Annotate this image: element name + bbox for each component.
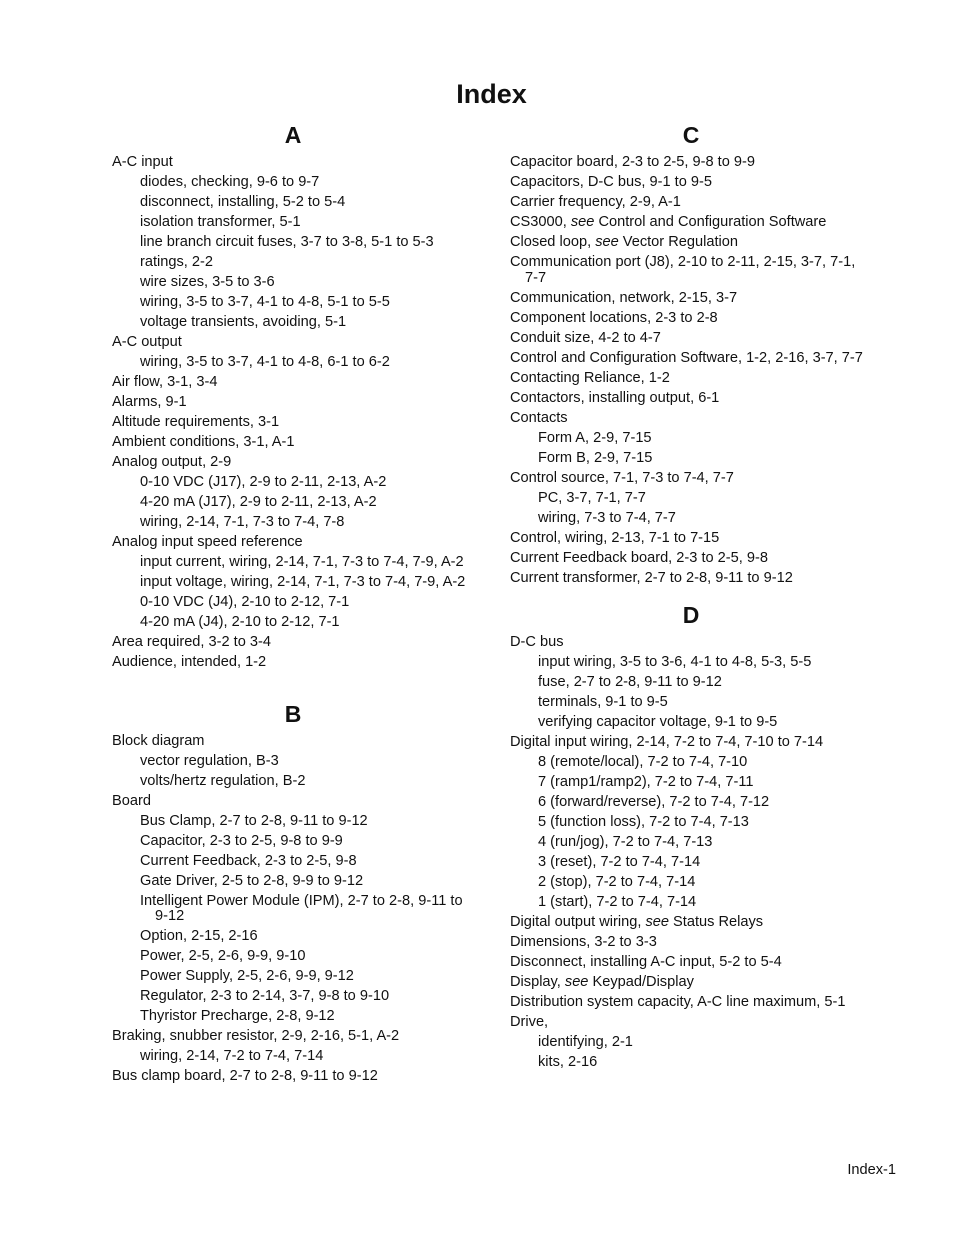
index-subentry: ratings, 2-2 — [140, 254, 214, 270]
index-subentry: Regulator, 2-3 to 2-14, 3-7, 9-8 to 9-10 — [140, 988, 390, 1004]
index-entry: Area required, 3-2 to 3-4 — [112, 634, 271, 650]
index-entry: Contactors, installing output, 6-1 — [510, 389, 720, 406]
index-entry: Contacting Reliance, 1-2 — [510, 369, 670, 386]
index-subentry: 1 (start), 7-2 to 7-4, 7-14 — [538, 894, 697, 910]
index-entry: Disconnect, installing A-C input, 5-2 to 5-4 — [510, 954, 782, 970]
section-letter: D — [682, 602, 700, 628]
index-entry — [510, 975, 872, 991]
index-entry — [510, 215, 872, 231]
index-entry-list — [112, 155, 474, 671]
index-subentry: 0-10 VDC (J4), 2-10 to 2-12, 7-1 — [140, 594, 350, 610]
index-entry: Control source, 7-1, 7-3 to 7-4, 7-7 — [510, 469, 734, 486]
index-subentry: voltage transients, avoiding, 5-1 — [140, 314, 347, 330]
index-column-right — [510, 119, 872, 1075]
index-subentry: Form B, 2-9, 7-15 — [538, 449, 653, 466]
index-subentry: 3 (reset), 7-2 to 7-4, 7-14 — [538, 854, 701, 870]
index-subentry: Thyristor Precharge, 2-8, 9-12 — [140, 1008, 335, 1024]
index-entry — [510, 915, 872, 931]
entry-term: Digital output wiring, — [510, 914, 646, 930]
index-entry: A-C output — [112, 334, 182, 350]
index-subentry: Power Supply, 2-5, 2-6, 9-9, 9-12 — [140, 968, 354, 984]
index-entry: Current transformer, 2-7 to 2-8, 9-11 to 9-12 — [510, 569, 793, 586]
index-subentry: Intelligent Power Module (IPM), 2-7 to 2-8, 9-11 to 9-12 — [140, 892, 463, 924]
page-number: Index-1 — [847, 1162, 896, 1178]
page-title: Index — [456, 79, 527, 109]
section-letter: C — [682, 122, 700, 148]
index-entry: Communication, network, 2-15, 3-7 — [510, 289, 738, 306]
section-letter: B — [284, 700, 302, 727]
index-entry: A-C input — [112, 154, 173, 170]
index-subentry: line branch circuit fuses, 3-7 to 3-8, 5-1 to 5-3 — [140, 234, 434, 250]
index-subentry: fuse, 2-7 to 2-8, 9-11 to 9-12 — [538, 674, 722, 690]
index-subentry: Form A, 2-9, 7-15 — [538, 429, 652, 446]
index-subentry: terminals, 9-1 to 9-5 — [538, 694, 668, 710]
entry-term: CS3000, — [510, 214, 571, 230]
index-subentry: isolation transformer, 5-1 — [140, 214, 301, 230]
index-entry: Communication port (J8), 2-10 to 2-11, 2-15, 3-7, 7-1, 7-7 — [510, 254, 856, 286]
index-section-b — [112, 698, 474, 1085]
index-subentry: 4-20 mA (J17), 2-9 to 2-11, 2-13, A-2 — [140, 494, 377, 510]
see-reference: see — [595, 234, 619, 250]
index-subentry: input voltage, wiring, 2-14, 7-1, 7-3 to 7-4, 7-9, A-2 — [140, 574, 466, 590]
index-entry: Dimensions, 3-2 to 3-3 — [510, 934, 657, 950]
index-subentry: Capacitor, 2-3 to 2-5, 9-8 to 9-9 — [140, 832, 343, 849]
index-subentry: verifying capacitor voltage, 9-1 to 9-5 — [538, 714, 778, 730]
index-entry: Board — [112, 792, 151, 809]
index-subentry: input current, wiring, 2-14, 7-1, 7-3 to 7-4, 7-9, A-2 — [140, 554, 464, 570]
index-subentry: 4-20 mA (J4), 2-10 to 2-12, 7-1 — [140, 614, 340, 630]
index-subentry: wiring, 2-14, 7-2 to 7-4, 7-14 — [140, 1048, 324, 1064]
index-entry: Alarms, 9-1 — [112, 394, 187, 410]
see-target: Vector Regulation — [618, 234, 738, 250]
index-subentry: diodes, checking, 9-6 to 9-7 — [140, 174, 320, 190]
index-subentry: kits, 2-16 — [538, 1054, 598, 1070]
index-entry: Analog output, 2-9 — [112, 454, 232, 470]
index-entry — [510, 235, 872, 251]
see-target: Keypad/Display — [588, 974, 694, 990]
index-section-c — [510, 119, 872, 586]
index-entry-list — [510, 635, 872, 1071]
index-entry: Distribution system capacity, A-C line maximum, 5-1 — [510, 994, 846, 1010]
index-subentry: 5 (function loss), 7-2 to 7-4, 7-13 — [538, 814, 749, 830]
index-section-d — [510, 599, 872, 1071]
index-entry: Contacts — [510, 409, 568, 426]
index-subentry: PC, 3-7, 7-1, 7-7 — [538, 489, 646, 506]
index-entry: Component locations, 2-3 to 2-8 — [510, 309, 718, 326]
entry-term: Closed loop, — [510, 234, 596, 250]
index-entry: Ambient conditions, 3-1, A-1 — [112, 434, 295, 450]
index-subentry: Power, 2-5, 2-6, 9-9, 9-10 — [140, 948, 306, 964]
index-entry: Audience, intended, 1-2 — [112, 654, 267, 670]
index-subentry: disconnect, installing, 5-2 to 5-4 — [140, 194, 346, 210]
index-subentry: Gate Driver, 2-5 to 2-8, 9-9 to 9-12 — [140, 872, 364, 889]
index-entry: Altitude requirements, 3-1 — [112, 414, 280, 430]
index-entry: Control, wiring, 2-13, 7-1 to 7-15 — [510, 529, 720, 546]
index-subentry: 4 (run/jog), 7-2 to 7-4, 7-13 — [538, 834, 713, 850]
index-entry: Capacitors, D-C bus, 9-1 to 9-5 — [510, 174, 712, 190]
index-entry: Block diagram — [112, 732, 205, 749]
index-subentry: wiring, 7-3 to 7-4, 7-7 — [538, 509, 676, 526]
index-subentry: 8 (remote/local), 7-2 to 7-4, 7-10 — [538, 754, 748, 770]
index-entry: Carrier frequency, 2-9, A-1 — [510, 194, 681, 210]
index-entry: Bus clamp board, 2-7 to 2-8, 9-11 to 9-12 — [112, 1068, 378, 1084]
index-entry: Drive, — [510, 1014, 549, 1030]
index-subentry: input wiring, 3-5 to 3-6, 4-1 to 4-8, 5-3, 5-5 — [538, 654, 812, 670]
index-subentry: wire sizes, 3-5 to 3-6 — [140, 274, 275, 290]
see-reference: see — [564, 974, 589, 990]
index-subentry: 6 (forward/reverse), 7-2 to 7-4, 7-12 — [538, 794, 770, 810]
see-reference: see — [645, 914, 669, 930]
index-column-left — [112, 119, 474, 1089]
index-subentry: Option, 2-15, 2-16 — [140, 928, 258, 944]
see-target: Control and Configuration Software — [594, 214, 827, 230]
index-entry: Capacitor board, 2-3 to 2-5, 9-8 to 9-9 — [510, 154, 755, 170]
index-entry: D-C bus — [510, 634, 564, 650]
index-subentry: 2 (stop), 7-2 to 7-4, 7-14 — [538, 874, 696, 890]
index-subentry: volts/hertz regulation, B-2 — [140, 772, 306, 789]
index-entry: Analog input speed reference — [112, 534, 303, 550]
index-entry: Current Feedback board, 2-3 to 2-5, 9-8 — [510, 549, 768, 566]
index-section-a — [112, 119, 474, 671]
index-subentry: identifying, 2-1 — [538, 1034, 633, 1050]
index-entry: Air flow, 3-1, 3-4 — [112, 374, 218, 390]
index-entry-list — [510, 155, 872, 586]
index-subentry: 7 (ramp1/ramp2), 7-2 to 7-4, 7-11 — [538, 774, 754, 790]
index-subentry: vector regulation, B-3 — [140, 752, 279, 769]
index-entry: Digital input wiring, 2-14, 7-2 to 7-4, 7-10 to 7-14 — [510, 734, 824, 750]
section-letter: A — [284, 122, 302, 148]
index-entry: Control and Configuration Software, 1-2, 2-16, 3-7, 7-7 — [510, 349, 863, 366]
index-subentry: Current Feedback, 2-3 to 2-5, 9-8 — [140, 852, 357, 869]
index-subentry: wiring, 3-5 to 3-7, 4-1 to 4-8, 6-1 to 6-2 — [140, 354, 390, 370]
index-entry: Braking, snubber resistor, 2-9, 2-16, 5-1, A-2 — [112, 1028, 400, 1044]
index-subentry: wiring, 3-5 to 3-7, 4-1 to 4-8, 5-1 to 5-5 — [140, 294, 390, 310]
index-entry: Conduit size, 4-2 to 4-7 — [510, 329, 661, 346]
index-subentry: Bus Clamp, 2-7 to 2-8, 9-11 to 9-12 — [140, 812, 368, 829]
see-reference: see — [570, 214, 595, 230]
index-subentry: 0-10 VDC (J17), 2-9 to 2-11, 2-13, A-2 — [140, 474, 387, 490]
index-entry-list — [112, 734, 474, 1085]
entry-term: Display, — [510, 974, 565, 990]
see-target: Status Relays — [669, 914, 764, 930]
index-subentry: wiring, 2-14, 7-1, 7-3 to 7-4, 7-8 — [140, 514, 345, 530]
